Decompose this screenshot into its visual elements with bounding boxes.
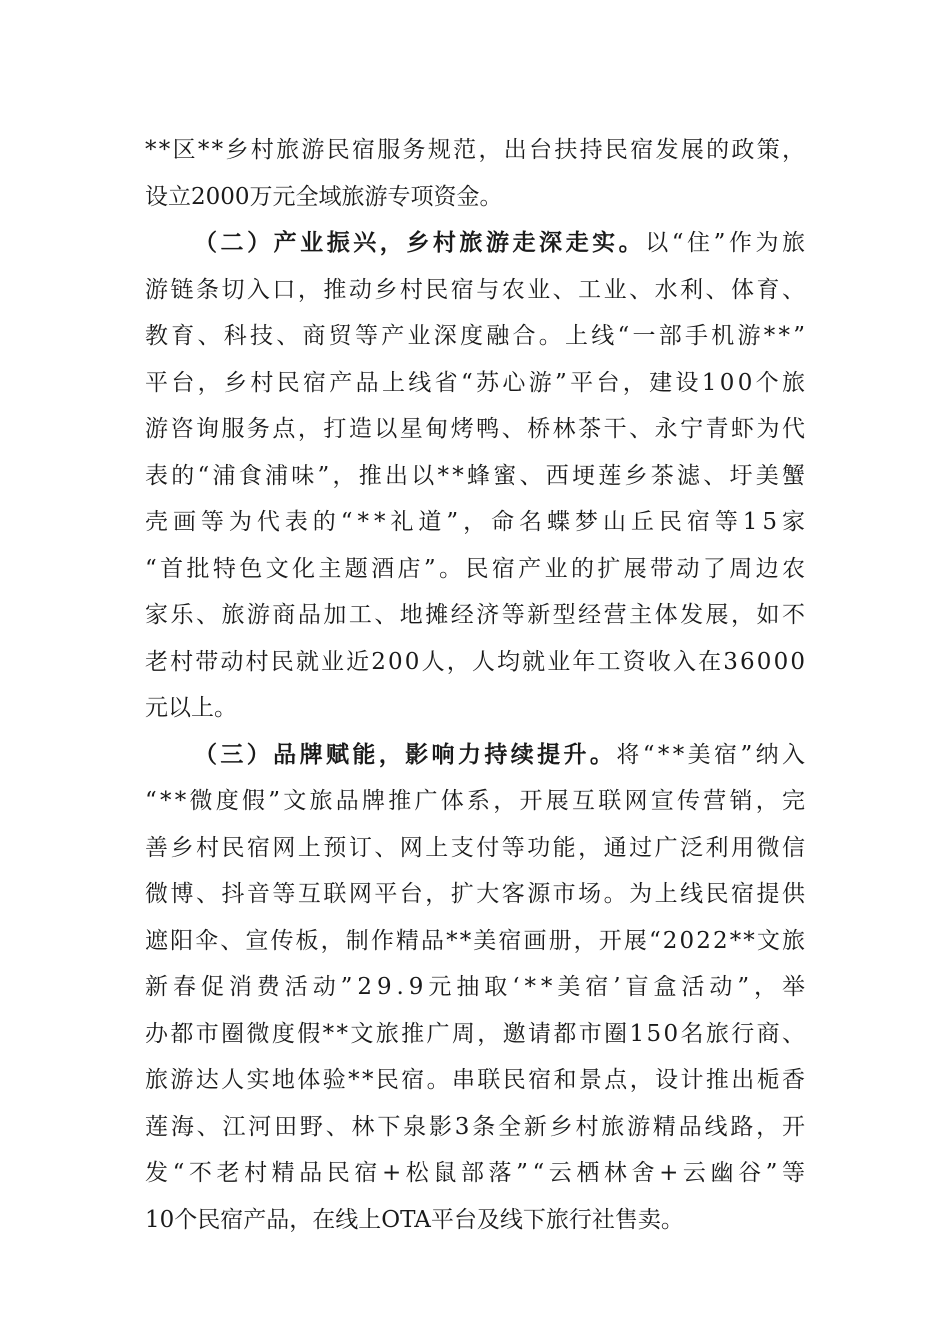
section-heading: （三）品牌赋能，影响力持续提升。 bbox=[194, 740, 617, 768]
line-text: 游链条切入口，推动乡村民宿与农业、工业、水利、体育、 bbox=[145, 276, 808, 303]
line-text: “首批特色文化主题酒店”。民宿产业的扩展带动了周边农 bbox=[145, 555, 809, 582]
text-line bbox=[145, 406, 808, 453]
text-line bbox=[145, 1057, 808, 1104]
line-text: 游咨询服务点，打造以星甸烤鸭、桥林茶干、永宁青虾为代 bbox=[145, 416, 808, 442]
line-text: 旅游达人实地体验**民宿。串联民宿和景点，设计推出栀香 bbox=[145, 1067, 808, 1093]
line-text: 教育、科技、商贸等产业深度融合。上线“一部手机游**” bbox=[145, 323, 809, 349]
text-line bbox=[145, 1011, 808, 1058]
paragraph-industry-revitalization bbox=[145, 220, 810, 732]
text-line bbox=[145, 639, 808, 686]
line-text: 办都市圈微度假**文旅推广周，邀请都市圈150名旅行商、 bbox=[145, 1020, 808, 1047]
text-line bbox=[145, 732, 809, 779]
body-text bbox=[145, 127, 810, 1243]
line-text: 微博、抖音等互联网平台，扩大客源市场。为上线民宿提供 bbox=[145, 881, 808, 907]
paragraph-brand-empowerment bbox=[145, 732, 810, 1244]
line-text: 发“不老村精品民宿+松鼠部落”“云栖林舍+云幽谷”等 bbox=[145, 1160, 810, 1186]
line-text: 元以上。 bbox=[145, 695, 237, 721]
text-line bbox=[145, 1104, 808, 1151]
line-text: 遮阳伞、宣传板，制作精品**美宿画册，开展“2022**文旅 bbox=[145, 927, 808, 954]
line-text: 设立2000万元全域旅游专项资金。 bbox=[145, 183, 503, 210]
text-line bbox=[145, 546, 809, 593]
line-text: **区**乡村旅游民宿服务规范，出台扶持民宿发展的政策， bbox=[145, 137, 808, 163]
text-line bbox=[145, 778, 809, 825]
line-text: 以“住”作为旅 bbox=[645, 230, 809, 256]
line-text: 善乡村民宿网上预订、网上支付等功能，通过广泛利用微信 bbox=[145, 834, 808, 861]
text-line bbox=[145, 685, 805, 732]
text-line bbox=[145, 313, 809, 360]
text-line bbox=[145, 174, 805, 221]
line-text: 表的“浦食浦味”，推出以**蜂蜜、西埂莲乡茶滤、圩美蟹 bbox=[145, 462, 809, 489]
line-text: 新春促消费活动”29.9元抽取‘**美宿’盲盒活动”，举 bbox=[145, 974, 810, 1000]
text-line bbox=[145, 267, 808, 314]
text-line bbox=[145, 360, 809, 407]
line-text: “**微度假”文旅品牌推广体系，开展互联网宣传营销，完 bbox=[145, 788, 809, 814]
line-text: 将“**美宿”纳入 bbox=[616, 741, 809, 768]
line-text: 莲海、江河田野、林下泉影3条全新乡村旅游精品线路，开 bbox=[145, 1113, 808, 1140]
line-text: 平台，乡村民宿产品上线省“苏心游”平台，建设100个旅 bbox=[145, 369, 809, 396]
text-line bbox=[145, 918, 808, 965]
line-text: 壳画等为代表的“**礼道”，命名蝶梦山丘民宿等15家 bbox=[145, 509, 810, 535]
text-line bbox=[145, 127, 808, 174]
text-line bbox=[145, 1197, 805, 1244]
text-line bbox=[145, 1150, 810, 1197]
text-line bbox=[145, 499, 810, 546]
text-line bbox=[145, 592, 808, 639]
text-line bbox=[145, 964, 810, 1011]
section-heading: （二）产业振兴，乡村旅游走深走实。 bbox=[194, 229, 646, 256]
line-text: 10个民宿产品，在线上OTA平台及线下旅行社售卖。 bbox=[145, 1206, 684, 1233]
line-text: 老村带动村民就业近200人，人均就业年工资收入在36000 bbox=[145, 648, 808, 675]
text-line bbox=[145, 825, 808, 872]
text-line bbox=[145, 453, 809, 500]
line-text: 家乐、旅游商品加工、地摊经济等新型经营主体发展，如不 bbox=[145, 602, 808, 628]
paragraph-continuation bbox=[145, 127, 808, 220]
text-line bbox=[145, 871, 808, 918]
text-line bbox=[145, 220, 809, 267]
